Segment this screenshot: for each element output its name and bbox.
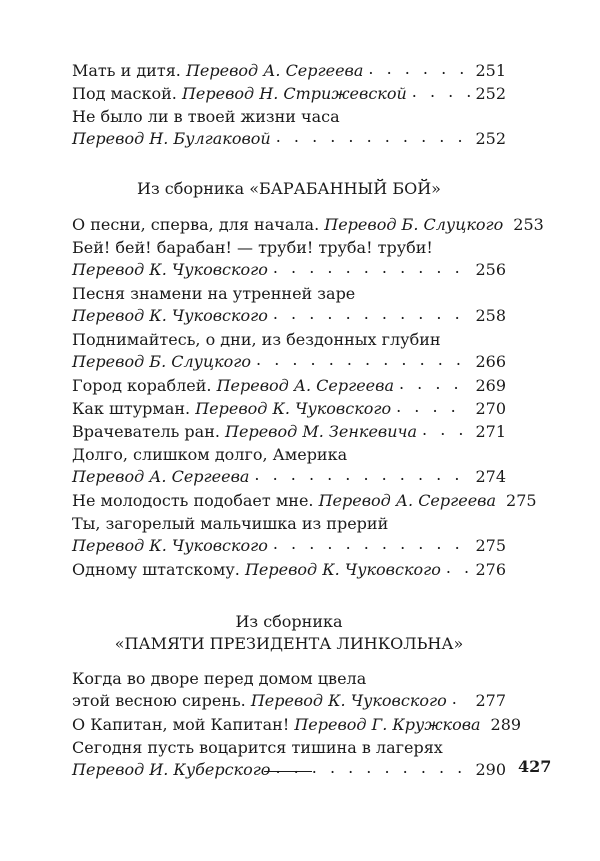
- dot-leader: [412, 81, 471, 103]
- section-heading: Из сборника «БАРАБАННЫЙ БОЙ»: [137, 179, 441, 198]
- dot-leader: [368, 58, 470, 80]
- toc-entry: [72, 283, 506, 327]
- translator-credit: Перевод М. Зенкевича: [225, 422, 418, 441]
- page-number: 275: [475, 536, 506, 555]
- toc-entry: О Капитан, мой Капитан! Перевод Г. Кружкова 289: [72, 715, 522, 734]
- dot-leader: [399, 373, 470, 395]
- page-number: 266: [475, 352, 506, 371]
- toc-entry: [72, 737, 506, 781]
- page-folio: 427: [518, 757, 552, 776]
- toc-entry: Врачеватель ран. Перевод М. Зенкевича . . . 271: [72, 421, 506, 443]
- dot-leader: [396, 396, 470, 418]
- page-number: 253: [513, 215, 544, 234]
- translator-credit: Перевод А. Сергеева: [72, 467, 250, 486]
- poem-title: Когда во дворе перед домом цвела: [72, 669, 367, 688]
- page-number: 274: [475, 467, 506, 486]
- toc-section-3: [72, 668, 522, 781]
- dot-leader: [452, 688, 471, 710]
- toc-entry: [72, 237, 506, 281]
- toc-entry: Под маской. Перевод Н. Стрижевской . . . 252: [72, 83, 506, 105]
- page-number: 251: [475, 61, 506, 80]
- dot-leader: [422, 419, 470, 441]
- poem-title: Бей! бей! барабан! — труби! труба! труби!: [72, 238, 433, 257]
- page-number: 277: [475, 691, 506, 710]
- translator-credit: Перевод Г. Кружкова: [294, 715, 481, 734]
- poem-title: Сегодня пусть воцарится тишина в лагерях: [72, 738, 443, 757]
- translator-credit: Перевод И. Куберского: [72, 760, 271, 779]
- translator-credit: Перевод Н. Булгаковой: [72, 129, 271, 148]
- page-number: 252: [475, 84, 506, 103]
- dot-leader: [276, 126, 471, 148]
- page-number: 269: [475, 376, 506, 395]
- dot-leader: [273, 303, 471, 325]
- page-number: 258: [475, 306, 506, 325]
- dot-leader: [256, 349, 470, 371]
- toc-section-1: [72, 60, 506, 150]
- toc-entry: [72, 513, 506, 557]
- folio-rule: [264, 771, 312, 772]
- translator-credit: Перевод К. Чуковского: [250, 691, 447, 710]
- page-number: 290: [475, 760, 506, 779]
- toc-entry: [72, 106, 506, 150]
- poem-title: Песня знамени на утренней заре: [72, 284, 356, 303]
- page-number: 252: [475, 129, 506, 148]
- toc-entry: Не молодость подобает мне. Перевод А. Сергеева 275: [72, 491, 537, 510]
- toc-entry: Когда во дворе перед домом цвела этой весною сирень. Перевод К. Чуковского . . . 277: [72, 668, 506, 712]
- dot-leader: [254, 464, 470, 486]
- translator-credit: Перевод К. Чуковского: [72, 306, 268, 325]
- dot-leader: [273, 533, 471, 555]
- toc-entry: [72, 329, 506, 373]
- page-number: 275: [506, 491, 537, 510]
- translator-credit: Перевод К. Чуковского: [72, 536, 268, 555]
- translator-credit: Перевод Б. Слуцкого: [324, 215, 504, 234]
- page-number: 276: [475, 560, 506, 579]
- toc-entry: Город кораблей. Перевод А. Сергеева . . . 269: [72, 375, 506, 397]
- page-number: 289: [490, 715, 522, 734]
- toc-entry: [72, 444, 506, 488]
- translator-credit: Перевод Б. Слуцкого: [72, 352, 252, 371]
- translator-credit: Перевод А. Сергеева: [216, 376, 394, 395]
- toc-section-2: [72, 214, 544, 581]
- toc-entry: Как штурман. Перевод К. Чуковского . . . 270: [72, 398, 506, 420]
- section-heading: Из сборника «ПАМЯТИ ПРЕЗИДЕНТА ЛИНКОЛЬНА»: [114, 612, 464, 653]
- page-number: 256: [475, 260, 506, 279]
- dot-leader: [273, 257, 471, 279]
- dot-leader: [275, 757, 470, 779]
- poem-title: Ты, загорелый мальчишка из прерий: [72, 514, 389, 533]
- poem-title: Поднимайтесь, о дни, из бездонных глубин: [72, 330, 441, 349]
- poem-title: Не было ли в твоей жизни часа: [72, 107, 340, 126]
- toc-entry: О песни, сперва, для начала. Перевод Б. Слуцкого 253: [72, 215, 544, 234]
- translator-credit: Перевод К. Чуковского: [195, 399, 392, 418]
- translator-credit: Перевод К. Чуковского: [244, 560, 441, 579]
- translator-credit: Перевод А. Сергеева: [185, 61, 364, 80]
- toc-entry: Мать и дитя. Перевод А. Сергеева . . . 251: [72, 60, 506, 82]
- page-number: 270: [475, 399, 506, 418]
- translator-credit: Перевод А. Сергеева: [318, 491, 497, 510]
- dot-leader: [446, 557, 471, 579]
- poem-title: Долго, слишком долго, Америка: [72, 445, 348, 464]
- page-number: 271: [475, 422, 506, 441]
- translator-credit: Перевод К. Чуковского: [72, 260, 268, 279]
- translator-credit: Перевод Н. Стрижевской: [181, 84, 407, 103]
- toc-entry: Одному штатскому. Перевод К. Чуковского . . . 276: [72, 559, 506, 581]
